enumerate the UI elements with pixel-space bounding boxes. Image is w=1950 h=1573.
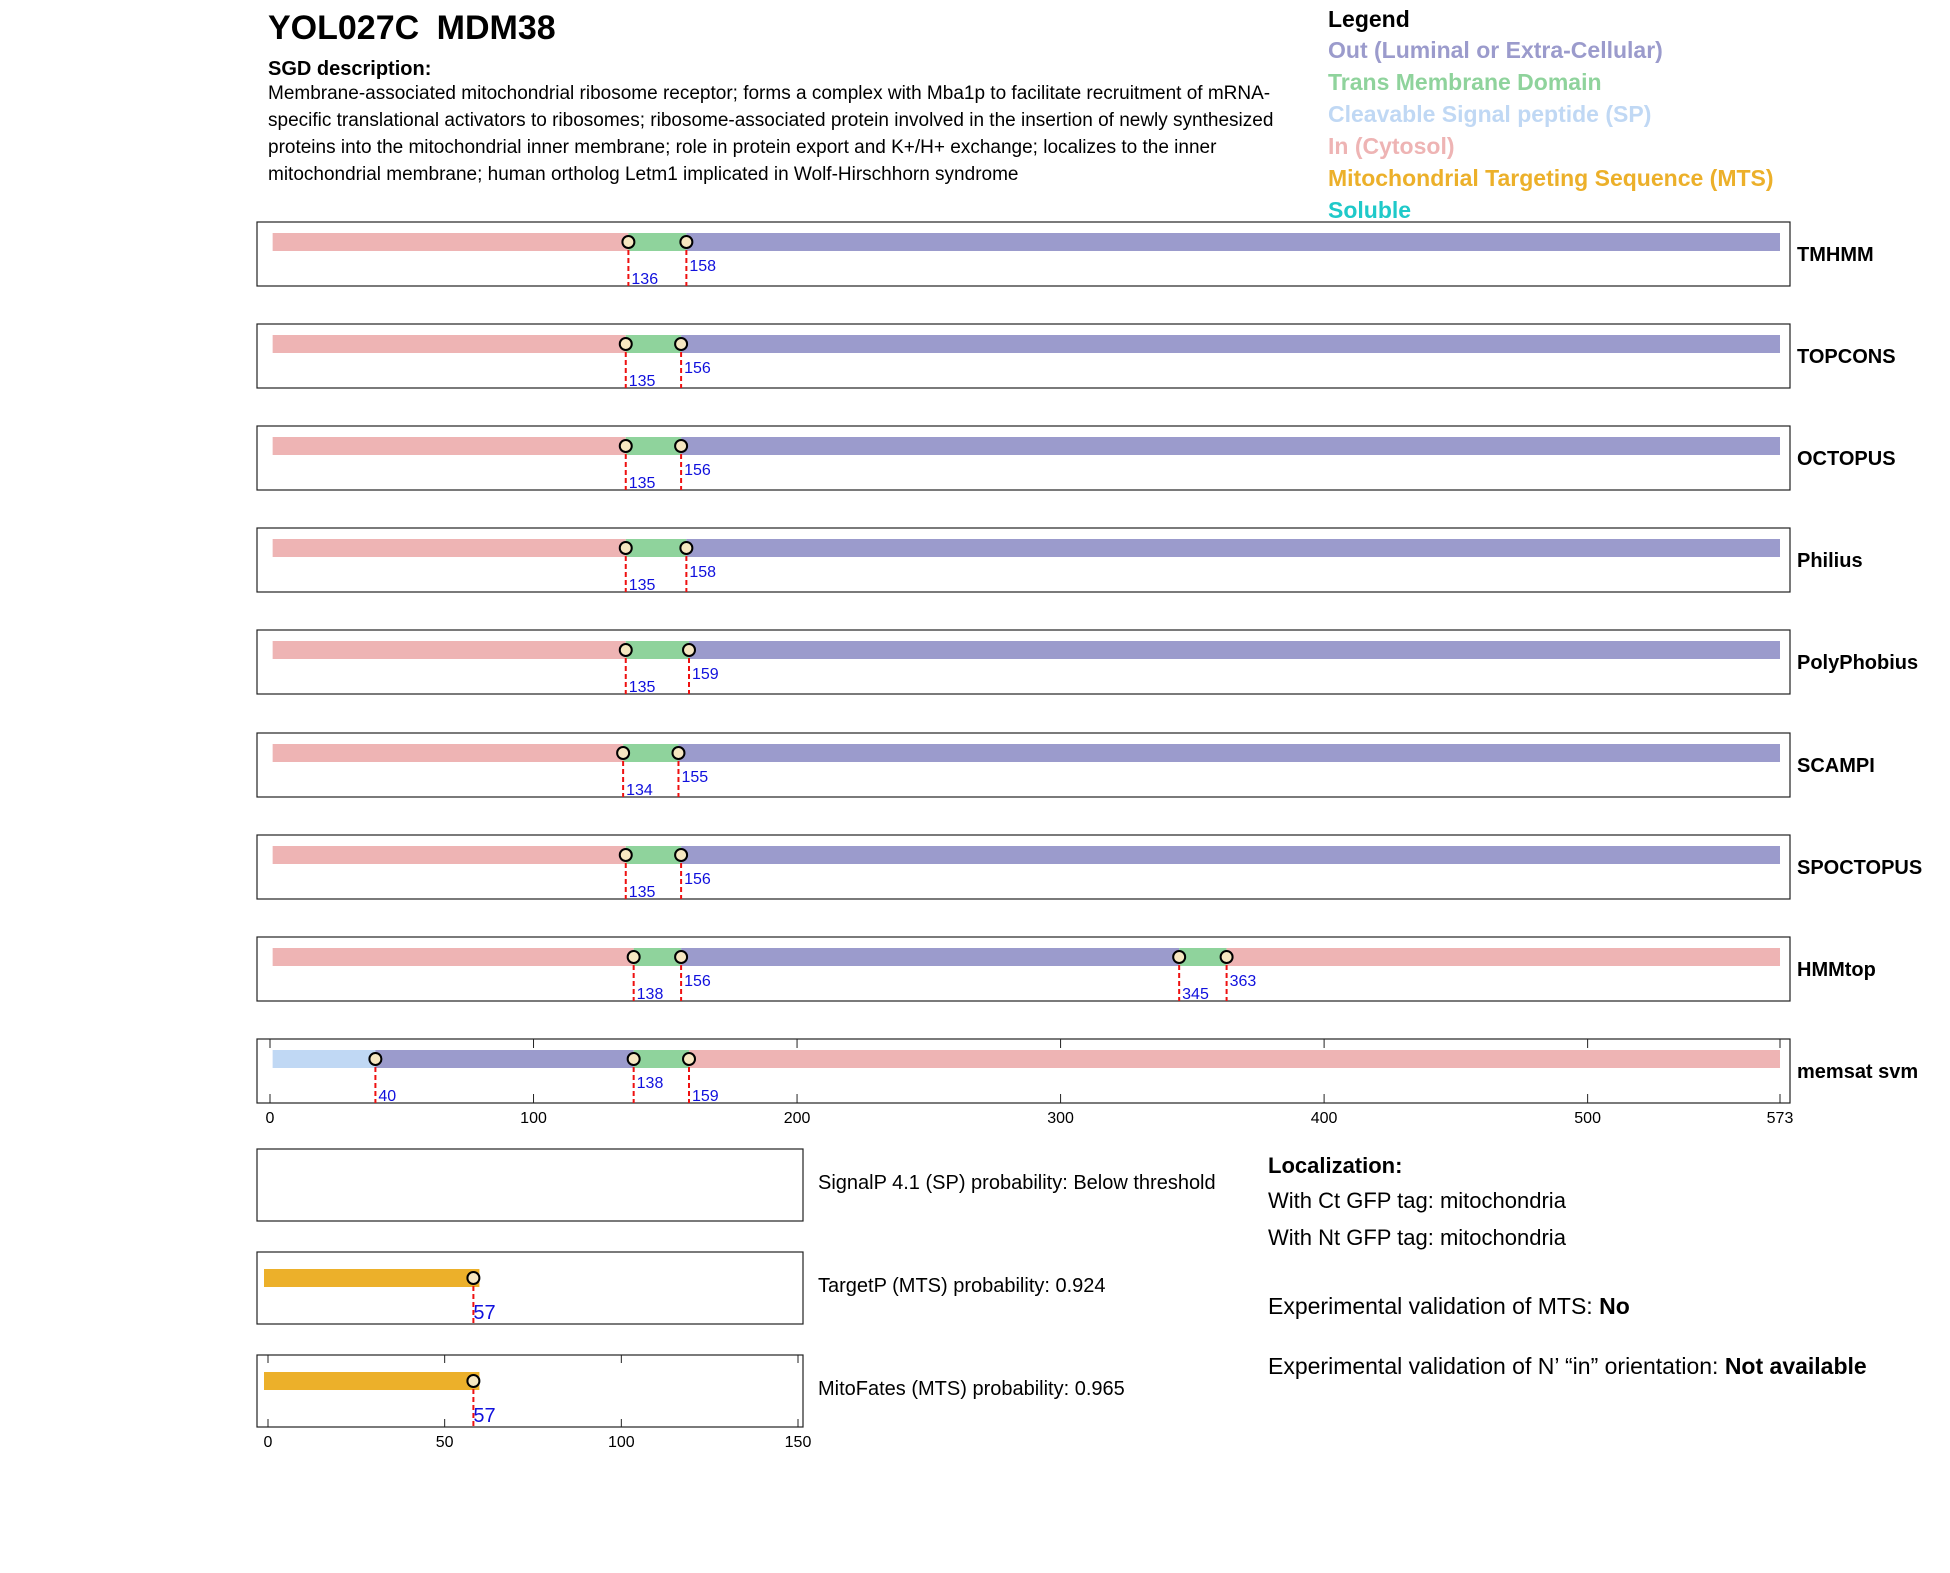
marker-label: 135 — [628, 679, 656, 696]
x-tick-label: 400 — [1310, 1110, 1338, 1127]
segment-in — [689, 1050, 1780, 1068]
marker-circle — [467, 1272, 479, 1284]
marker-label: 57 — [473, 1302, 496, 1324]
sgd-label: SGD description: — [268, 58, 432, 80]
marker-label: 135 — [628, 373, 656, 390]
orientation-validation-label: Experimental validation of N’ “in” orientation: — [1268, 1353, 1725, 1379]
marker-label: 57 — [473, 1405, 496, 1427]
marker-circle — [675, 951, 687, 963]
marker-circle — [683, 1053, 695, 1065]
track-frame-philius — [257, 528, 1790, 592]
x-tick-label: 100 — [607, 1434, 635, 1451]
segment-in — [1227, 948, 1780, 966]
track-label-spoctopus: SPOCTOPUS — [1797, 857, 1923, 879]
marker-circle — [620, 542, 632, 554]
track-frame-topcons — [257, 324, 1790, 388]
track-label-memsat-svm: memsat svm — [1797, 1061, 1919, 1083]
track-label-polyphobius: PolyPhobius — [1797, 652, 1919, 674]
segment-out — [681, 846, 1780, 864]
marker-circle — [1221, 951, 1233, 963]
track-label-scampi: SCAMPI — [1797, 755, 1875, 777]
x-tick-label: 100 — [520, 1110, 547, 1127]
x-tick-label: 50 — [435, 1434, 454, 1451]
segment-tm — [634, 1050, 689, 1068]
mts-validation-label: Experimental validation of MTS: — [1268, 1293, 1600, 1319]
track-label-octopus: OCTOPUS — [1797, 448, 1896, 470]
marker-circle — [683, 644, 695, 656]
segment-sp — [273, 1050, 376, 1068]
segment-tm — [626, 437, 681, 455]
orientation-validation-value: Not available — [1724, 1353, 1867, 1379]
signal-panel-label: TargetP (MTS) probability: 0.924 — [818, 1275, 1106, 1297]
segment-in — [273, 744, 623, 762]
legend-title: Legend — [1328, 6, 1410, 32]
marker-label: 156 — [684, 871, 711, 888]
ct-gfp-localization: With Ct GFP tag: mitochondria — [1268, 1188, 1566, 1213]
marker-label: 40 — [378, 1088, 397, 1105]
segment-out — [375, 1050, 633, 1068]
x-tick-label: 500 — [1574, 1110, 1601, 1127]
segment-out — [678, 744, 1780, 762]
track-frame-memsat-svm — [257, 1039, 1790, 1103]
marker-label: 156 — [684, 973, 711, 990]
segment-out — [686, 539, 1780, 557]
segment-mts — [264, 1269, 479, 1287]
mts-validation-value: No — [1599, 1293, 1630, 1319]
track-frame-hmmtop — [257, 937, 1790, 1001]
track-frame-octopus — [257, 426, 1790, 490]
localization-title: Localization: — [1268, 1153, 1403, 1178]
segment-tm — [623, 744, 678, 762]
segment-tm — [626, 641, 689, 659]
signal-panel-label: MitoFates (MTS) probability: 0.965 — [818, 1378, 1125, 1400]
marker-circle — [1173, 951, 1185, 963]
signal-panel-frame — [257, 1252, 803, 1324]
marker-label: 135 — [628, 475, 656, 492]
marker-circle — [620, 644, 632, 656]
marker-circle — [617, 747, 629, 759]
nt-gfp-localization: With Nt GFP tag: mitochondria — [1268, 1225, 1566, 1250]
segment-in — [273, 948, 634, 966]
marker-label: 158 — [689, 564, 717, 581]
track-label-topcons: TOPCONS — [1797, 346, 1896, 368]
x-tick-label: 150 — [784, 1434, 812, 1451]
x-tick-label: 300 — [1047, 1110, 1074, 1127]
legend-item-soluble: Soluble — [1328, 197, 1412, 223]
segment-tm — [626, 335, 681, 353]
segment-tm — [626, 539, 687, 557]
marker-circle — [620, 849, 632, 861]
marker-label: 159 — [692, 1088, 719, 1105]
marker-circle — [680, 236, 692, 248]
marker-circle — [628, 951, 640, 963]
marker-circle — [628, 1053, 640, 1065]
marker-circle — [680, 542, 692, 554]
mts-validation — [1268, 1290, 1868, 1322]
marker-circle — [622, 236, 634, 248]
marker-circle — [675, 338, 687, 350]
segment-tm — [626, 846, 681, 864]
gene-id: YOL027C — [268, 9, 420, 47]
x-tick-label: 0 — [263, 1434, 273, 1451]
marker-label: 155 — [681, 769, 709, 786]
segment-out — [681, 948, 1179, 966]
track-frame-spoctopus — [257, 835, 1790, 899]
segment-in — [273, 846, 626, 864]
marker-circle — [369, 1053, 381, 1065]
marker-circle — [672, 747, 684, 759]
segment-in — [273, 641, 626, 659]
orientation-validation — [1268, 1350, 1868, 1382]
segment-out — [681, 437, 1780, 455]
track-frame-scampi — [257, 733, 1790, 797]
x-tick-label: 0 — [265, 1110, 275, 1127]
legend-item-sp: Cleavable Signal peptide (SP) — [1328, 101, 1652, 127]
marker-label: 138 — [636, 986, 664, 1003]
marker-label: 136 — [631, 271, 659, 288]
marker-label: 158 — [689, 258, 717, 275]
legend-item-in: In (Cytosol) — [1328, 133, 1455, 159]
segment-tm — [1179, 948, 1226, 966]
legend-item-tm: Trans Membrane Domain — [1328, 69, 1602, 95]
segment-in — [273, 233, 629, 251]
marker-circle — [467, 1375, 479, 1387]
marker-label: 135 — [628, 884, 656, 901]
segment-mts — [264, 1372, 479, 1390]
info-panel — [1268, 1150, 1868, 1382]
marker-circle — [675, 440, 687, 452]
marker-label: 156 — [684, 360, 711, 377]
gene-name: MDM38 — [436, 9, 556, 47]
segment-in — [273, 539, 626, 557]
segment-in — [273, 335, 626, 353]
marker-circle — [620, 338, 632, 350]
track-label-hmmtop: HMMtop — [1797, 959, 1876, 981]
marker-label: 363 — [1229, 973, 1257, 990]
x-tick-label: 200 — [783, 1110, 811, 1127]
marker-label: 138 — [636, 1075, 664, 1092]
marker-circle — [675, 849, 687, 861]
segment-out — [681, 335, 1780, 353]
marker-label: 135 — [628, 577, 656, 594]
segment-out — [689, 641, 1780, 659]
marker-circle — [620, 440, 632, 452]
marker-label: 156 — [684, 462, 711, 479]
legend-item-mts: Mitochondrial Targeting Sequence (MTS) — [1328, 165, 1774, 191]
x-tick-label: 573 — [1766, 1110, 1794, 1127]
marker-label: 159 — [692, 666, 719, 683]
segment-in — [273, 437, 626, 455]
track-label-philius: Philius — [1797, 550, 1863, 572]
marker-label: 134 — [626, 782, 653, 799]
signal-panel-label: SignalP 4.1 (SP) probability: Below threshold — [818, 1172, 1216, 1194]
track-frame-polyphobius — [257, 630, 1790, 694]
legend-item-out: Out (Luminal or Extra-Cellular) — [1328, 37, 1663, 63]
segment-tm — [634, 948, 681, 966]
segment-tm — [628, 233, 686, 251]
segment-out — [686, 233, 1780, 251]
sgd-description: Membrane-associated mitochondrial ribosome receptor; forms a complex with Mba1p to facilitate recruitment of mRNA-specific translational activators to ribosomes; ribosome-associated protein involved in the insertion of newly synthesized proteins into the mitochondrial inner membrane; role in protein export and K+/H+ exchange; localizes to the inner mitochondrial membrane; human ortholog Letm1 implicated in Wolf-Hirschhorn syndrome — [268, 83, 1274, 185]
track-frame-tmhmm — [257, 222, 1790, 286]
signal-panel-frame — [257, 1355, 803, 1427]
signal-panel-frame — [257, 1149, 803, 1221]
marker-label: 345 — [1182, 986, 1209, 1003]
track-label-tmhmm: TMHMM — [1797, 244, 1874, 266]
